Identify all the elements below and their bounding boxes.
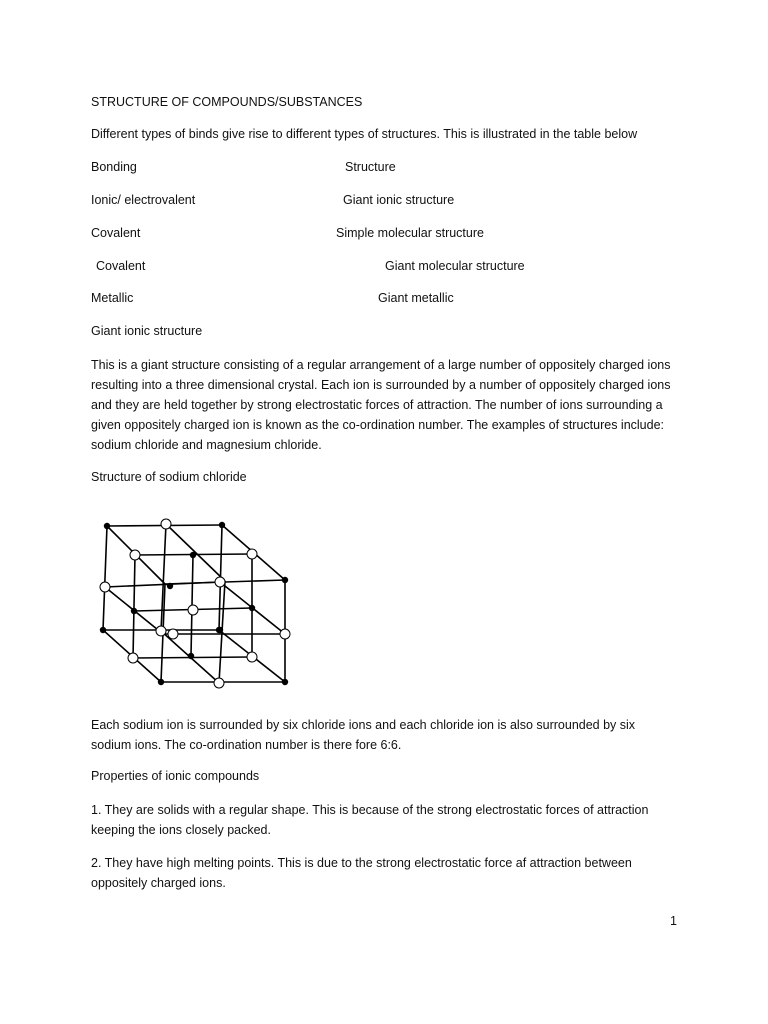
table-row-structure: Simple molecular structure xyxy=(336,226,484,240)
table-row-structure: Giant ionic structure xyxy=(343,193,455,207)
chloride-ion xyxy=(168,629,178,639)
properties-title: Properties of ionic compounds xyxy=(91,769,260,783)
page-number: 1 xyxy=(670,914,677,928)
sodium-ion xyxy=(131,608,137,614)
chloride-ion xyxy=(214,678,224,688)
property-item: 1. They are solids with a regular shape. This is because of the strong electrostatic forces of attraction keeping the ions closely packed. xyxy=(91,803,649,837)
figure-caption: Structure of sodium chloride xyxy=(91,470,247,484)
table-row-bonding: Covalent xyxy=(91,226,141,240)
intro-text: Different types of binds give rise to different types of structures. This is illustrated in the table below xyxy=(91,127,638,141)
chloride-ion xyxy=(161,519,171,529)
sodium-ion xyxy=(188,653,194,659)
section-title: Giant ionic structure xyxy=(91,324,203,338)
section-paragraph: This is a giant structure consisting of a regular arrangement of a large number of oppositely charged ions resulting into a three dimensional crystal. Each ion is surrounded by a number of oppositely charged ions and they are held together by strong electrostatic forces of attraction. The number of ions surrounding a given oppositely charged ion is known as the co-ordination number. The examples of structures include: sodium chloride and magnesium chloride. xyxy=(91,358,671,452)
table-row-bonding: Covalent xyxy=(96,259,146,273)
chloride-ion xyxy=(215,577,225,587)
sodium-ion xyxy=(219,522,225,528)
chloride-ion xyxy=(188,605,198,615)
page-title: STRUCTURE OF COMPOUNDS/SUBSTANCES xyxy=(91,95,363,109)
property-item: 2. They have high melting points. This is due to the strong electrostatic force af attraction between oppositely charged ions. xyxy=(91,856,632,890)
figure-description: Each sodium ion is surrounded by six chloride ions and each chloride ion is also surrounded by six sodium ions. The co-ordination number is there fore 6:6. xyxy=(91,718,636,752)
table-row-structure: Giant molecular structure xyxy=(385,259,525,273)
sodium-ion xyxy=(217,627,223,633)
chloride-ion xyxy=(156,626,166,636)
chloride-ion xyxy=(100,582,110,592)
sodium-ion xyxy=(104,523,110,529)
sodium-ion xyxy=(282,577,288,583)
sodium-ion xyxy=(282,679,288,685)
table-header-bonding: Bonding xyxy=(91,160,137,174)
chloride-ion xyxy=(247,652,257,662)
table-row-bonding: Ionic/ electrovalent xyxy=(91,193,196,207)
table-row-structure: Giant metallic xyxy=(378,291,454,305)
sodium-ion xyxy=(100,627,106,633)
sodium-ion xyxy=(249,605,255,611)
sodium-ion xyxy=(158,679,164,685)
sodium-chloride-lattice-diagram xyxy=(95,515,300,690)
sodium-ion xyxy=(190,552,196,558)
chloride-ion xyxy=(280,629,290,639)
sodium-ion xyxy=(167,583,173,589)
table-row-bonding: Metallic xyxy=(91,291,134,305)
chloride-ion xyxy=(247,549,257,559)
table-header-structure: Structure xyxy=(345,160,396,174)
chloride-ion xyxy=(128,653,138,663)
chloride-ion xyxy=(130,550,140,560)
